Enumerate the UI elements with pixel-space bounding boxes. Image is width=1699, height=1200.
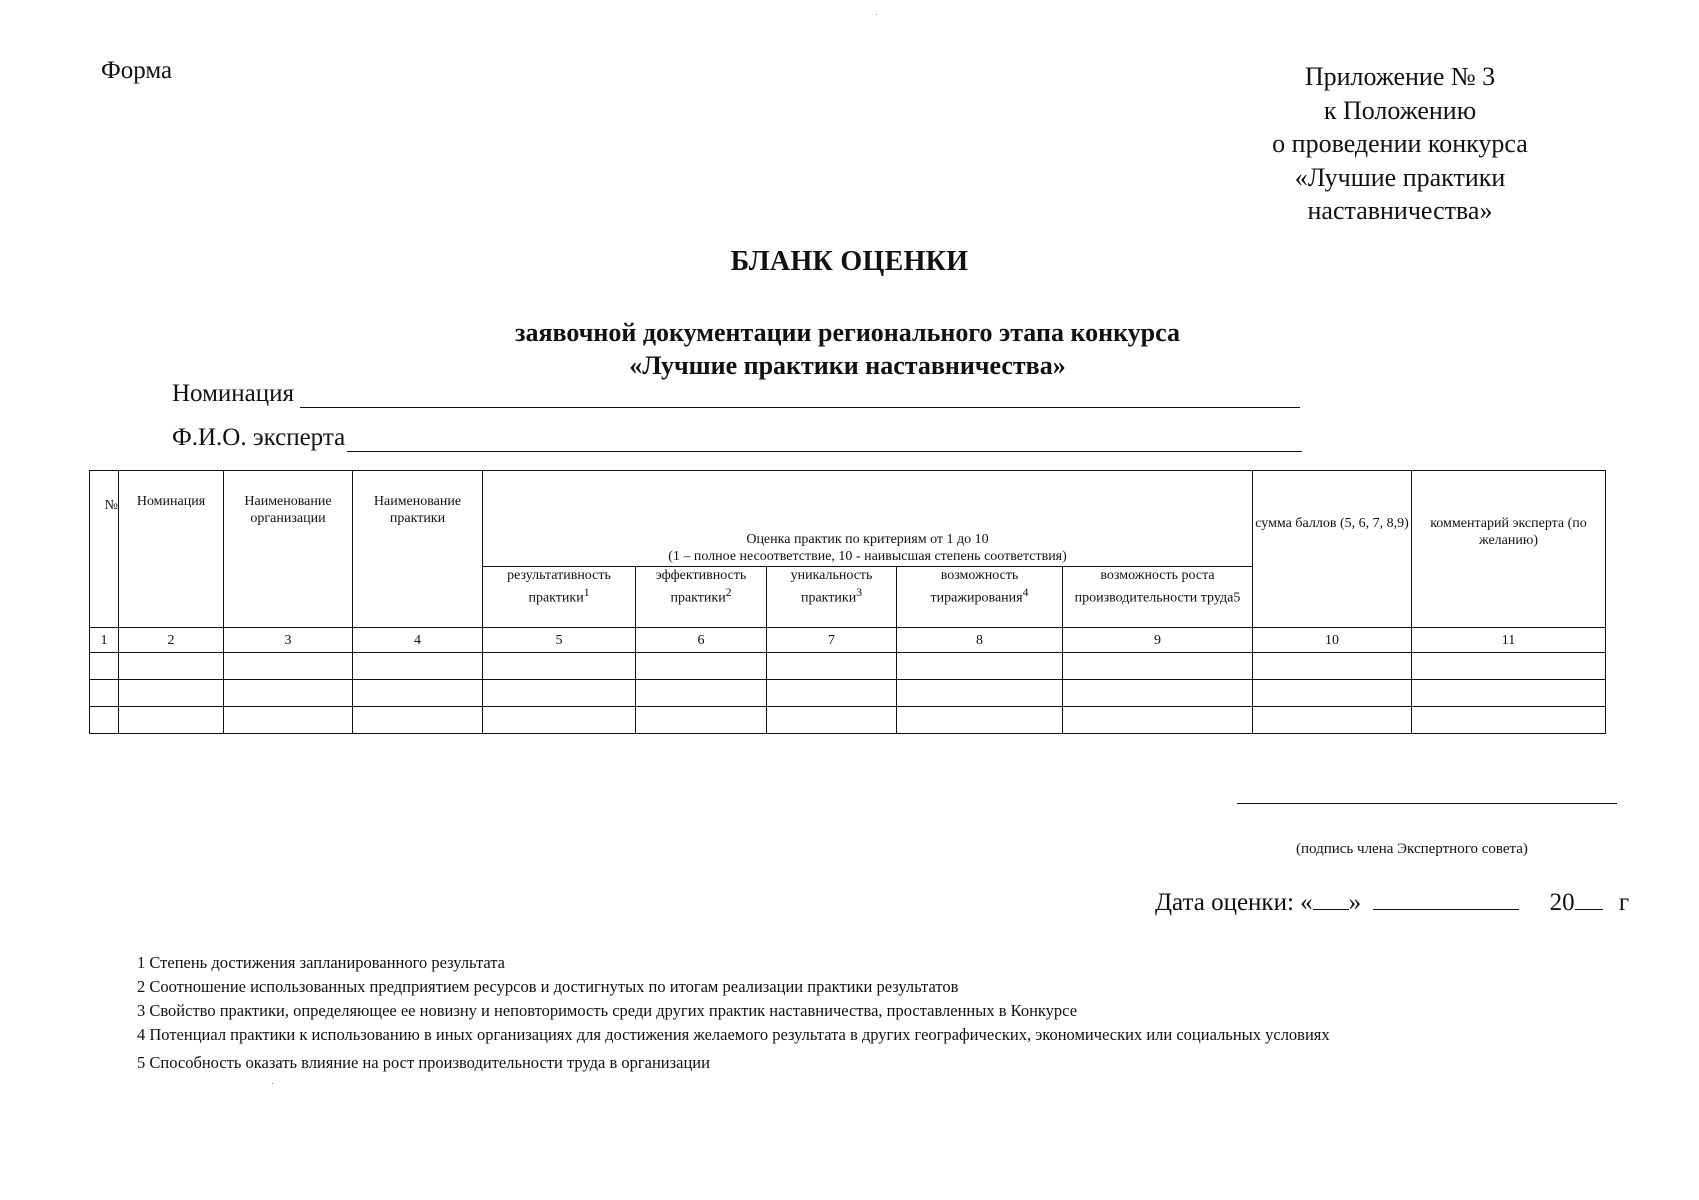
- table-cell[interactable]: [1253, 707, 1412, 734]
- appendix-line: к Положению: [1323, 95, 1477, 125]
- table-cell[interactable]: [767, 680, 897, 707]
- footnote: 3 Свойство практики, определяющее ее новизну и неповторимость среди других практик наставничества, проставленных в Конкурсе: [137, 1001, 1078, 1020]
- table-cell[interactable]: [636, 707, 767, 734]
- table-cell[interactable]: [636, 653, 767, 680]
- header-comment: комментарий эксперта (по желанию): [1412, 471, 1606, 628]
- table-cell[interactable]: [1412, 653, 1606, 680]
- column-number: 2: [119, 628, 224, 653]
- appendix-line: Приложение № 3: [1304, 62, 1496, 91]
- signature-line[interactable]: [1237, 803, 1617, 804]
- table-cell[interactable]: [353, 680, 483, 707]
- document-subtitle: [430, 316, 1265, 382]
- criterion-header: результативность практики$^1$: [483, 567, 636, 628]
- subtitle-line: заявочной документации регионального этапа конкурса: [515, 318, 1180, 347]
- table-cell[interactable]: [224, 680, 353, 707]
- table-cell[interactable]: [767, 707, 897, 734]
- table-cell[interactable]: [767, 653, 897, 680]
- table-cell[interactable]: [119, 680, 224, 707]
- table-cell[interactable]: [483, 707, 636, 734]
- criteria-header-line: (1 – полное несоответствие, 10 - наивысшая степень соответствия): [668, 549, 1067, 564]
- footnote: 1 Степень достижения запланированного результата: [137, 953, 505, 972]
- expert-blank-line[interactable]: [347, 429, 1302, 452]
- header-sum: сумма баллов (5, 6, 7, 8,9): [1253, 471, 1412, 628]
- table-cell[interactable]: [897, 680, 1063, 707]
- table-row: [90, 707, 1606, 734]
- column-number: 6: [636, 628, 767, 653]
- expert-label: Ф.И.О. эксперта: [172, 424, 346, 451]
- table-cell[interactable]: [224, 653, 353, 680]
- appendix-line: наставничества»: [1307, 196, 1493, 225]
- table-cell[interactable]: [897, 653, 1063, 680]
- table-cell[interactable]: [119, 653, 224, 680]
- table-cell[interactable]: [1412, 707, 1606, 734]
- criterion-header: эффективность практики$^2$: [636, 567, 767, 628]
- appendix-reference: [1200, 60, 1600, 228]
- table-cell[interactable]: [90, 707, 119, 734]
- header-nomination: Номинация: [119, 471, 224, 628]
- table-cell[interactable]: [119, 707, 224, 734]
- column-number: 9: [1063, 628, 1253, 653]
- table-row: [90, 680, 1606, 707]
- scan-speck: [272, 1083, 273, 1084]
- header-organization: Наименование организации: [224, 471, 353, 628]
- header-number: №: [90, 471, 119, 628]
- date-close-quote: »: [1348, 889, 1362, 916]
- nomination-label: Номинация: [172, 380, 295, 407]
- date-label: Дата оценки: «: [1155, 889, 1313, 916]
- table-cell[interactable]: [897, 707, 1063, 734]
- table-row: [90, 653, 1606, 680]
- column-number: 10: [1253, 628, 1412, 653]
- table-cell[interactable]: [1063, 707, 1253, 734]
- column-number: 1: [90, 628, 119, 653]
- header-criteria: [483, 471, 1253, 567]
- table-cell[interactable]: [483, 680, 636, 707]
- nomination-blank-line[interactable]: [300, 385, 1300, 408]
- column-number: 5: [483, 628, 636, 653]
- footnote: 2 Соотношение использованных предприятием ресурсов и достигнутых по итогам реализации практики результатов: [137, 977, 959, 996]
- table-cell[interactable]: [636, 680, 767, 707]
- scan-speck: [876, 14, 877, 15]
- appendix-line: о проведении конкурса: [1272, 129, 1528, 158]
- evaluation-date: [1155, 889, 1629, 917]
- date-year-blank[interactable]: [1575, 889, 1603, 910]
- criterion-header: возможность роста производительности труда5: [1063, 567, 1253, 628]
- date-month-blank[interactable]: [1373, 889, 1519, 910]
- table-cell[interactable]: [1412, 680, 1606, 707]
- footnotes: [137, 951, 1330, 1075]
- table-header-row: [90, 471, 1606, 567]
- column-number-row: [90, 628, 1606, 653]
- table-cell[interactable]: [353, 653, 483, 680]
- table-cell[interactable]: [1063, 653, 1253, 680]
- table-cell[interactable]: [353, 707, 483, 734]
- expert-field: [172, 424, 1302, 452]
- footnote: 5 Способность оказать влияние на рост производительности труда в организации: [137, 1053, 710, 1072]
- date-year-prefix: 20: [1549, 889, 1575, 916]
- evaluation-table: [89, 470, 1606, 734]
- table-cell[interactable]: [1063, 680, 1253, 707]
- appendix-line: «Лучшие практики: [1294, 162, 1506, 192]
- date-year-suffix: г: [1618, 889, 1630, 916]
- criterion-header: уникальность практики$^3$: [767, 567, 897, 628]
- header-practice: Наименование практики: [353, 471, 483, 628]
- signature-caption: (подпись члена Экспертного совета): [1296, 841, 1528, 857]
- table-cell[interactable]: [90, 680, 119, 707]
- form-label: Форма: [101, 57, 173, 84]
- table-cell[interactable]: [1253, 653, 1412, 680]
- subtitle-line: «Лучшие практики наставничества»: [629, 351, 1066, 380]
- criteria-header-line: Оценка практик по критериям от 1 до 10: [746, 532, 989, 547]
- column-number: 7: [767, 628, 897, 653]
- table-cell[interactable]: [1253, 680, 1412, 707]
- footnote: 4 Потенциал практики к использованию в иных организациях для достижения желаемого результата в других географических, экономических или социальных условиях: [137, 1025, 1330, 1044]
- table-cell[interactable]: [483, 653, 636, 680]
- document-title: БЛАНК ОЦЕНКИ: [730, 246, 969, 277]
- table-cell[interactable]: [224, 707, 353, 734]
- column-number: 3: [224, 628, 353, 653]
- date-day-blank[interactable]: [1313, 889, 1349, 910]
- column-number: 4: [353, 628, 483, 653]
- criterion-header: возможность тиражирования$^4$: [897, 567, 1063, 628]
- nomination-field: [172, 380, 1300, 408]
- column-number: 8: [897, 628, 1063, 653]
- table-cell[interactable]: [90, 653, 119, 680]
- column-number: 11: [1412, 628, 1606, 653]
